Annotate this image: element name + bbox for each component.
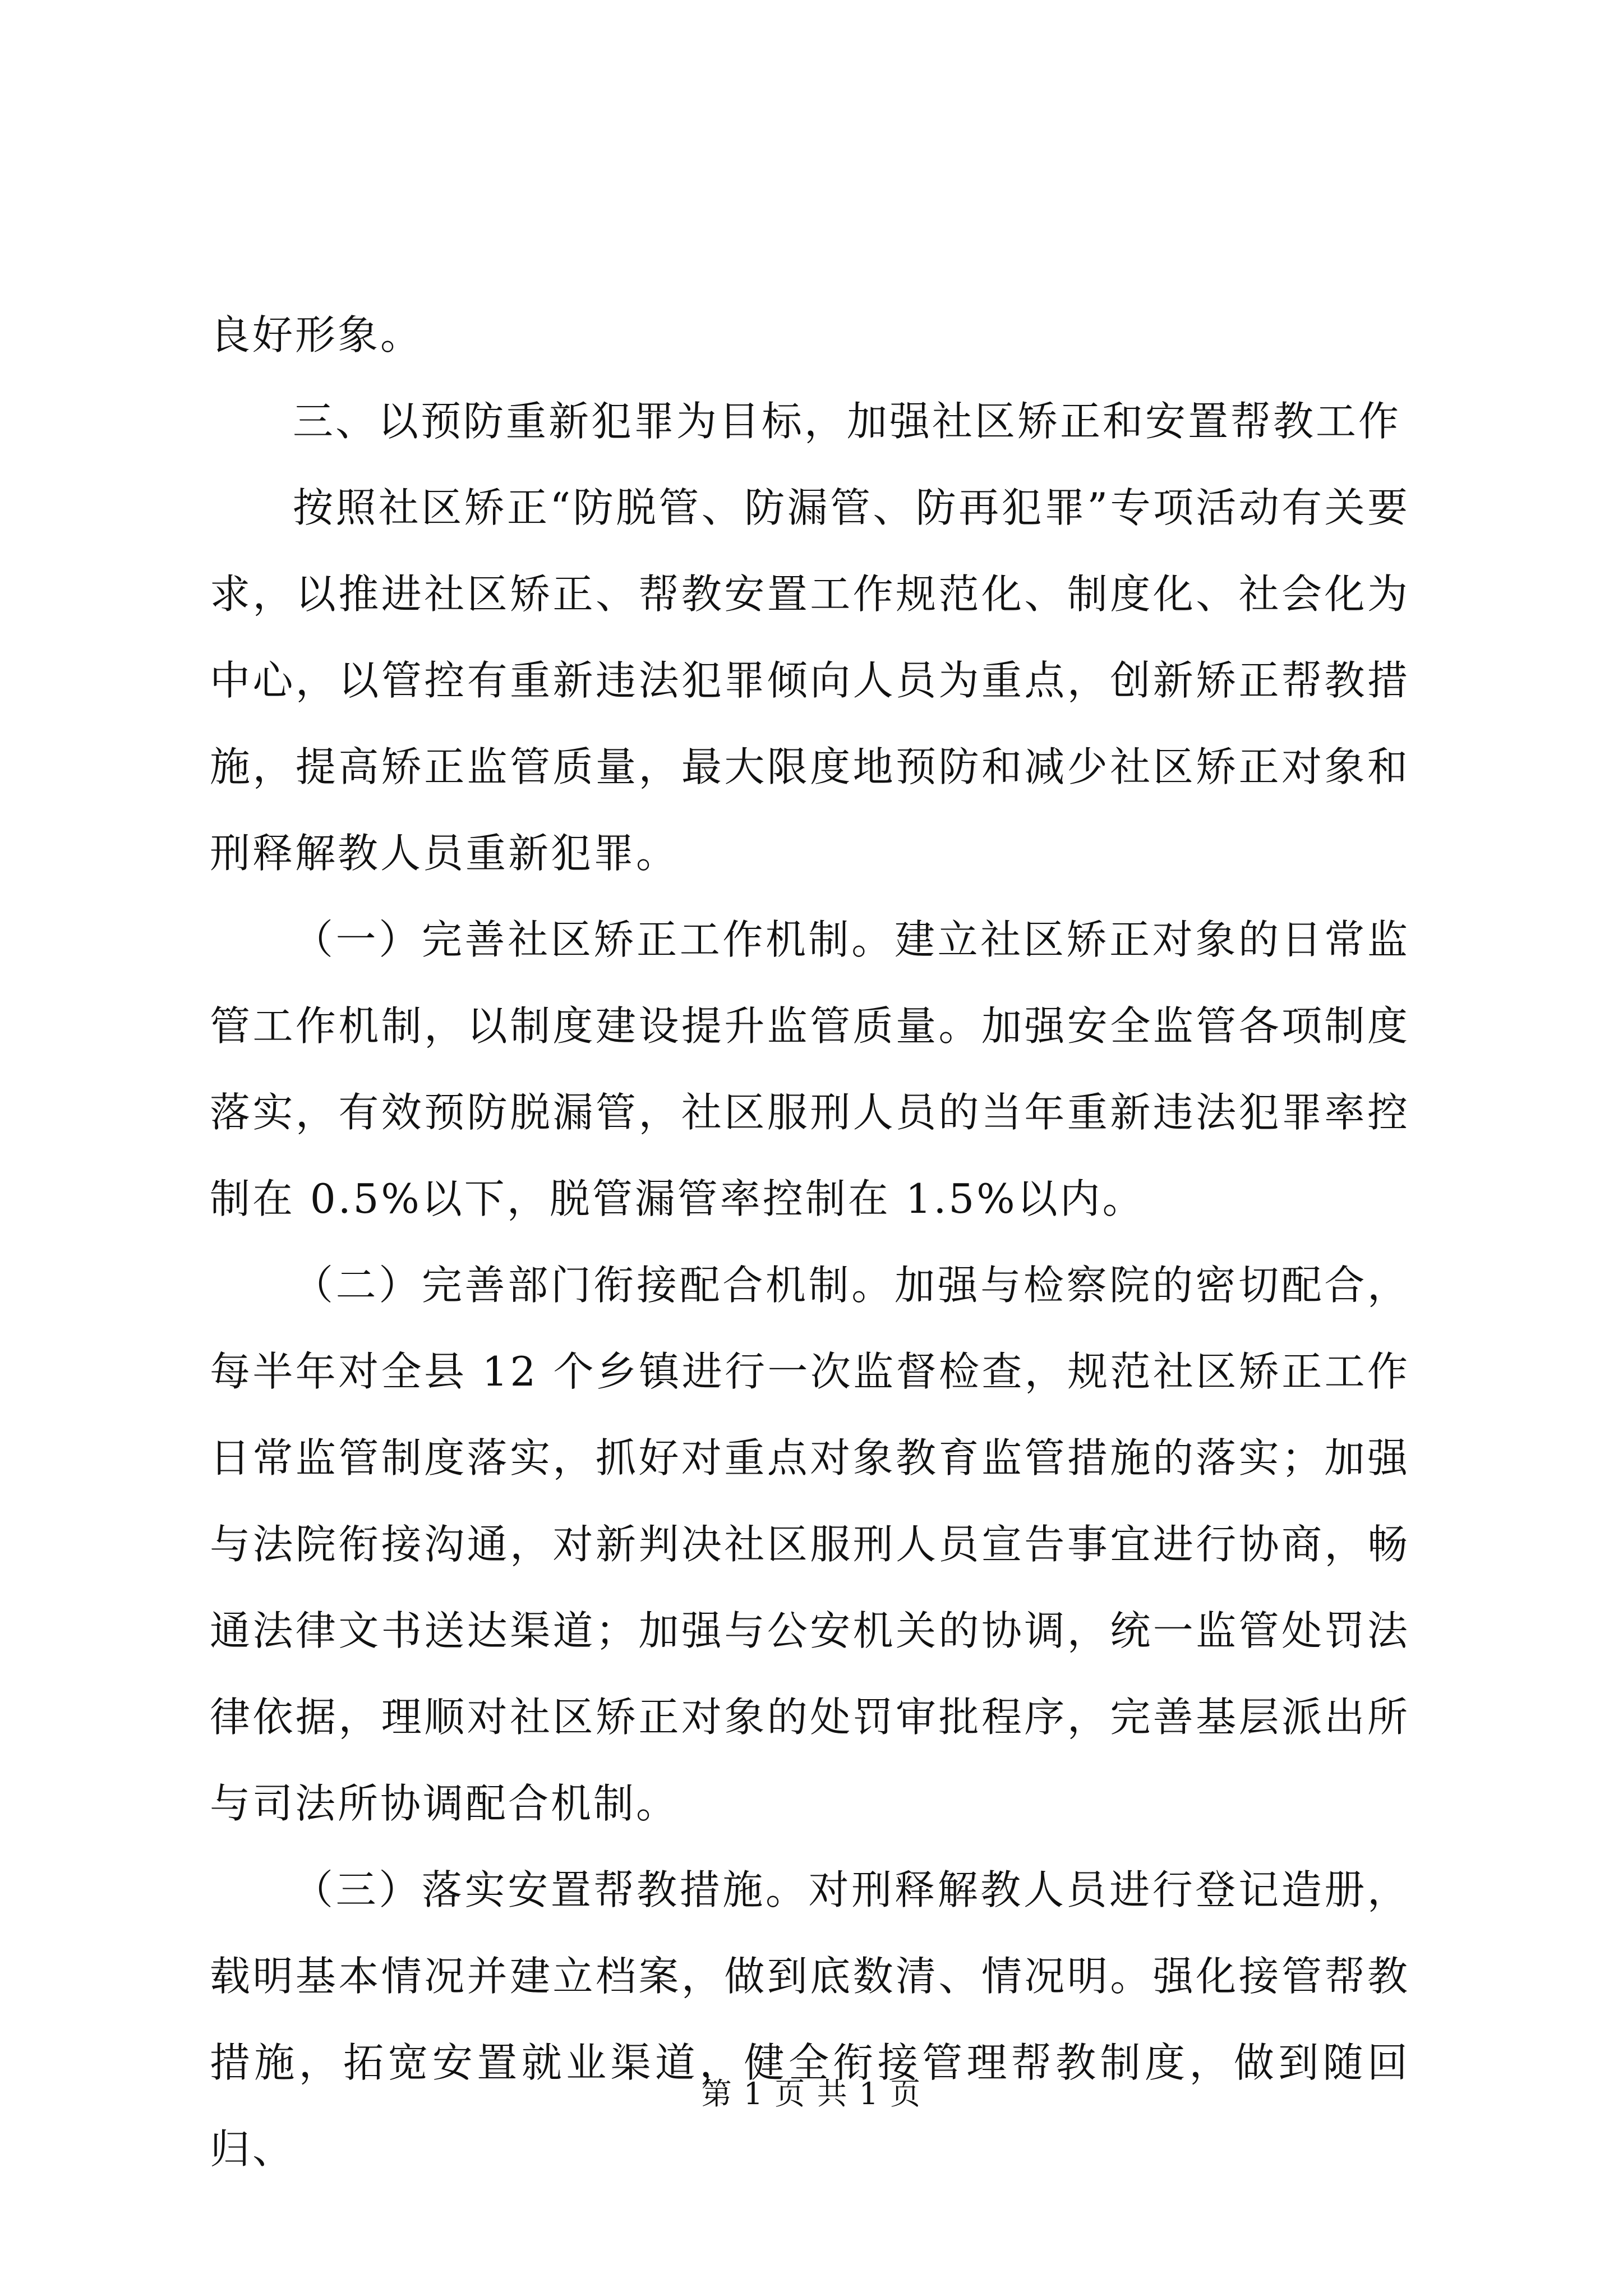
paragraph-continuation: 良好形象。 [210,311,423,358]
paragraph-item-1: （一）完善社区矫正工作机制。建立社区矫正对象的日常监管工作机制，以制度建设提升监管质量。加强安全监管各项制度落实，有效预防脱漏管，社区服刑人员的当年重新违法犯罪率控制在 0.5%以下，脱管漏管率控制在 1.5%以内。 [210,916,1410,1222]
page-footer: 第 1 页 共 1 页 [701,2076,922,2111]
section-heading: 三、以预防重新犯罪为目标，加强社区矫正和安置帮教工作 [293,398,1401,445]
paragraph-intro: 按照社区矫正“防脱管、防漏管、防再犯罪”专项活动有关要求，以推进社区矫正、帮教安置工作规范化、制度化、社会化为中心，以管控有重新违法犯罪倾向人员为重点，创新矫正帮教措施，提高矫正监管质量，最大限度地预防和减少社区矫正对象和刑释解教人员重新犯罪。 [210,484,1410,877]
document-body [210,292,1410,2192]
paragraph-item-2: （二）完善部门衔接配合机制。加强与检察院的密切配合，每半年对全县 12 个乡镇进行一次监督检查，规范社区矫正工作日常监管制度落实，抓好对重点对象教育监管措施的落实；加强与法院衔接沟通，对新判决社区服刑人员宣告事宜进行协商，畅通法律文书送达渠道；加强与公安机关的协调，统一监管处罚法律依据，理顺对社区矫正对象的处罚审批程序，完善基层派出所与司法所协调配合机制。 [210,1262,1410,1827]
paragraph-item-3: （三）落实安置帮教措施。对刑释解教人员进行登记造册，载明基本情况并建立档案，做到底数清、情况明。强化接管帮教措施，拓宽安置就业渠道，健全衔接管理帮教制度，做到随回归、 [210,1866,1410,2173]
